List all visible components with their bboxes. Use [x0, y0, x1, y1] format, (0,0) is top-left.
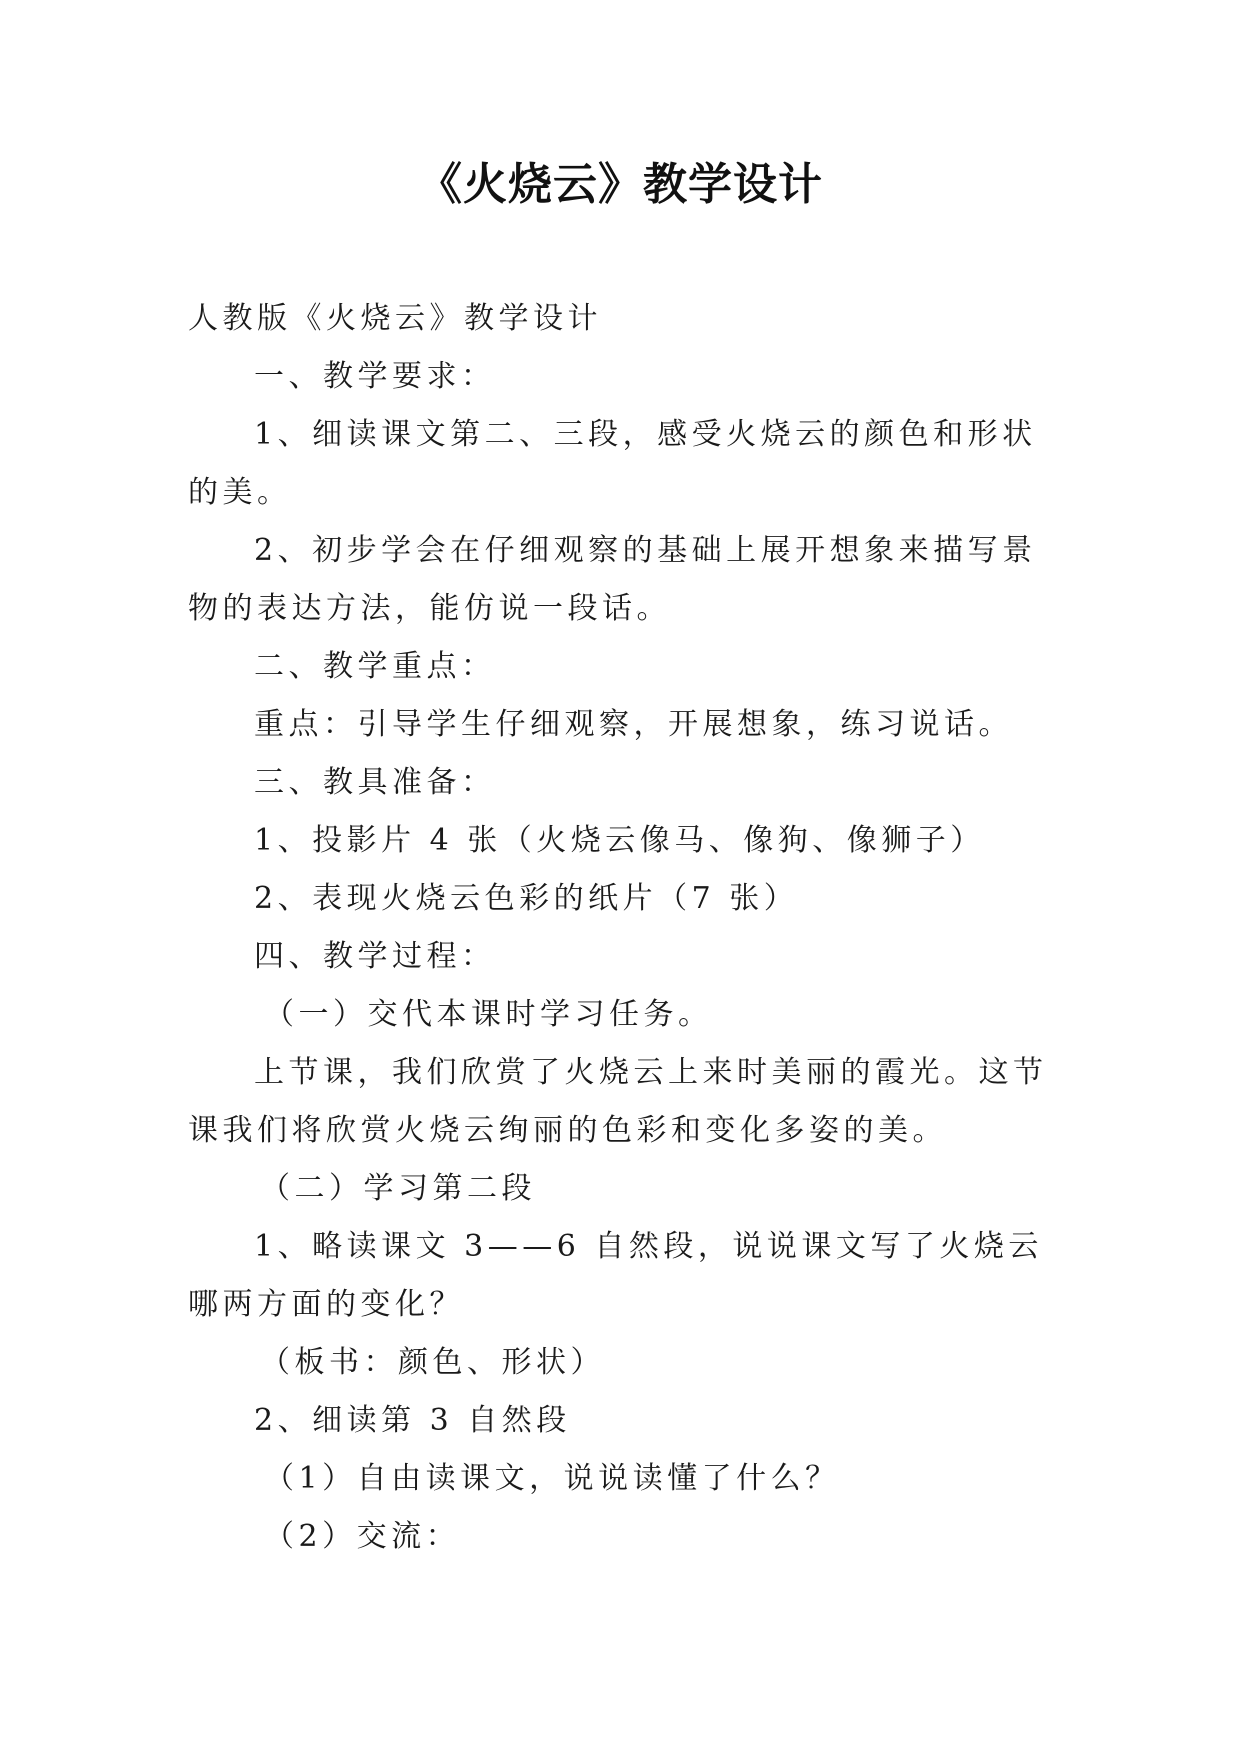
paragraph: （2）交流：: [264, 1519, 461, 1554]
paragraph: （板书：颜色、形状）: [260, 1345, 605, 1380]
document-body: [188, 290, 1058, 1566]
paragraph: （1）自由读课文，说说读懂了什么？: [264, 1461, 840, 1496]
paragraph: 1、细读课文第二、三段，感受火烧云的颜色和形状的美。: [188, 417, 1037, 510]
document-title: 《火烧云》教学设计: [418, 159, 823, 210]
paragraph: 2、初步学会在仔细观察的基础上展开想象来描写景物的表达方法，能仿说一段话。: [188, 533, 1037, 626]
section-heading-requirements: 一、教学要求：: [254, 359, 496, 394]
section-heading-process: 四、教学过程：: [254, 939, 496, 974]
section-heading-materials: 三、教具准备：: [254, 765, 496, 800]
section-heading-key-points: 二、教学重点：: [254, 649, 496, 684]
paragraph: 1、略读课文 3——6 自然段，说说课文写了火烧云哪两方面的变化？: [188, 1229, 1043, 1322]
subsection-heading: （二）学习第二段: [260, 1171, 536, 1206]
subsection-heading: （一）交代本课时学习任务。: [264, 997, 713, 1032]
paragraph: 1、投影片 4 张（火烧云像马、像狗、像狮子）: [254, 823, 985, 858]
paragraph-subtitle: 人教版《火烧云》教学设计: [188, 301, 602, 336]
paragraph: 上节课，我们欣赏了火烧云上来时美丽的霞光。这节课我们将欣赏火烧云绚丽的色彩和变化多姿的美。: [188, 1055, 1048, 1148]
paragraph: 2、表现火烧云色彩的纸片（7 张）: [254, 881, 799, 916]
paragraph: 2、细读第 3 自然段: [254, 1403, 571, 1438]
paragraph: 重点：引导学生仔细观察，开展想象，练习说话。: [254, 707, 1013, 742]
